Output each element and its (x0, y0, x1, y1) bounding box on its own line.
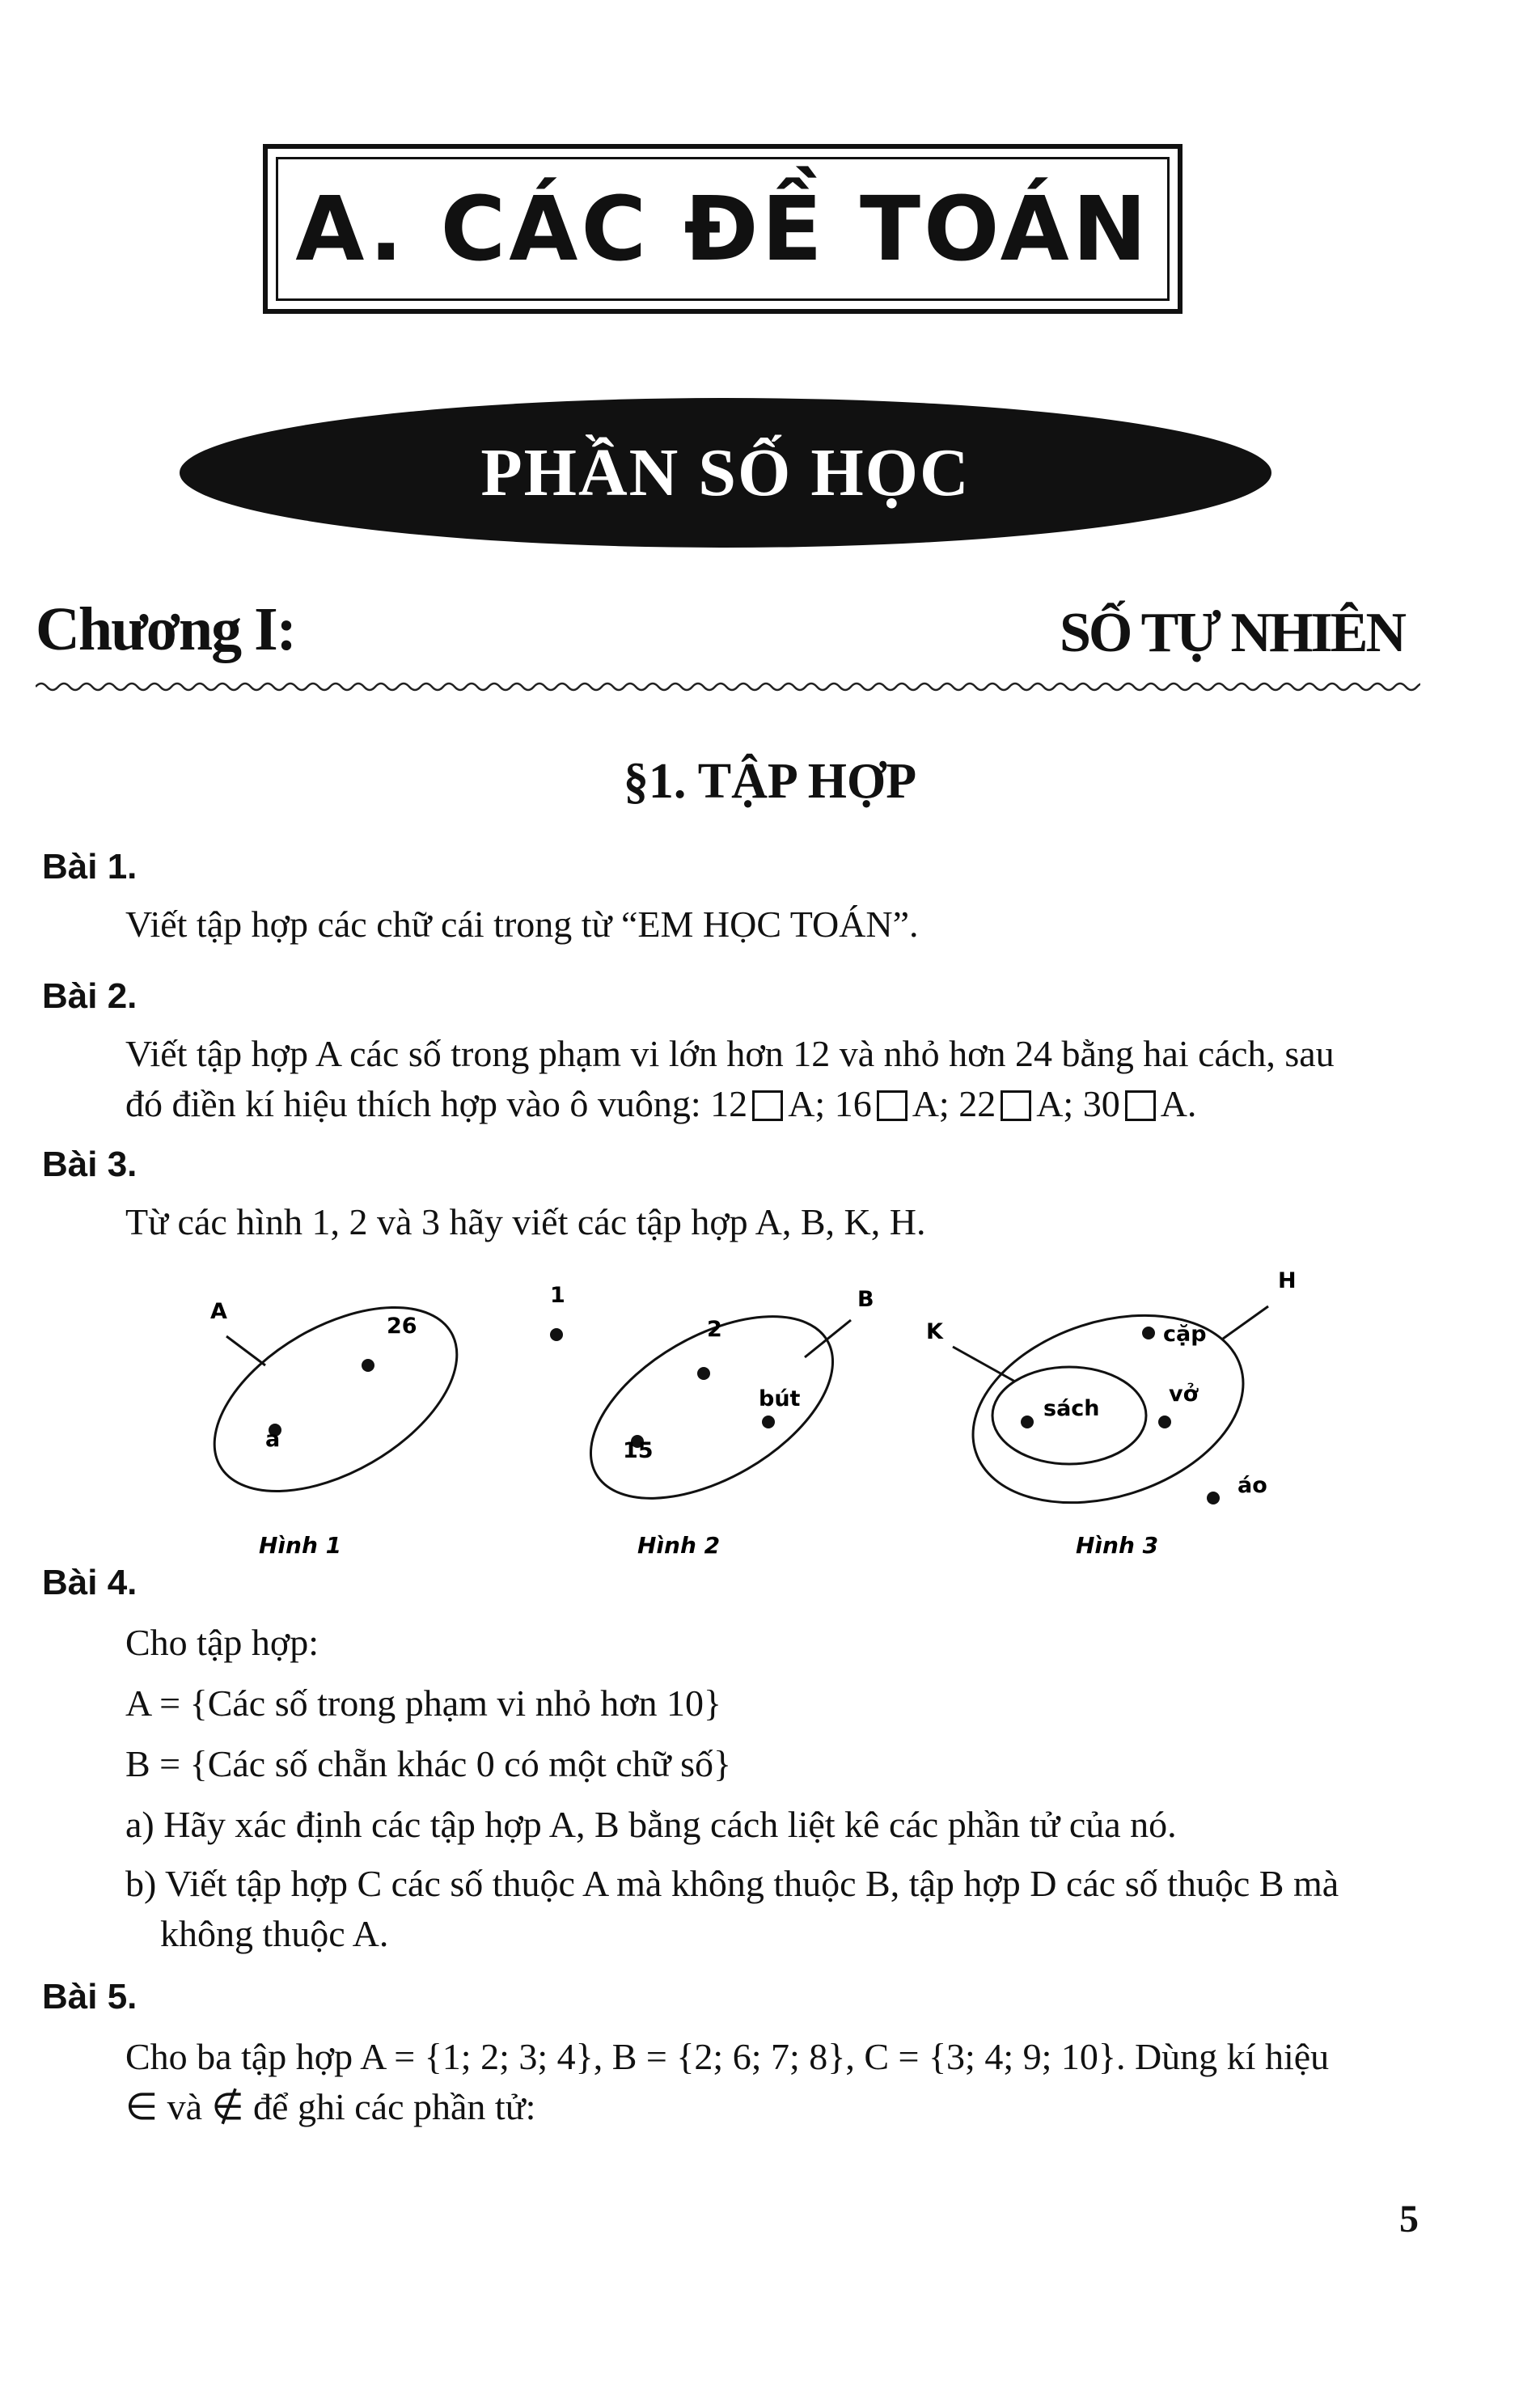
bai2-line2 (125, 1079, 1196, 1129)
element-dot (697, 1367, 710, 1380)
element-2: 2 (707, 1317, 722, 1342)
bai1-text: Viết tập hợp các chữ cái trong từ “EM HỌC TOÁN”. (125, 904, 919, 945)
figure-1 (184, 1270, 488, 1559)
set-h-pointer (1223, 1306, 1268, 1339)
answer-box (752, 1090, 783, 1121)
set-a-label: A (210, 1299, 227, 1324)
bai1-label: Bài 1. (42, 847, 138, 887)
element-but: bút (759, 1386, 801, 1411)
element-dot (1142, 1327, 1155, 1339)
part-title: PHẦN SỐ HỌC (480, 434, 971, 510)
set-b-label: B (857, 1287, 874, 1312)
bai2-label: Bài 2. (42, 976, 138, 1016)
chapter-label: Chương I: (36, 595, 295, 663)
title-box (263, 144, 1182, 314)
answer-box (1125, 1090, 1156, 1121)
chapter-title: SỐ TỰ NHIÊN (1060, 602, 1404, 664)
element-26: 26 (387, 1314, 417, 1339)
element-ao: áo (1238, 1473, 1267, 1498)
answer-box (1001, 1090, 1031, 1121)
figure-3 (926, 1270, 1297, 1559)
set-h-label: H (1278, 1270, 1297, 1293)
figure-3-caption: Hình 3 (1076, 1532, 1159, 1559)
answer-box (877, 1090, 908, 1121)
bai4-label: Bài 4. (42, 1563, 138, 1602)
title-box-inner (276, 157, 1170, 301)
set-a-pointer (226, 1336, 265, 1365)
page-title: A. CÁC ĐỀ TOÁN (295, 177, 1150, 281)
venn-figures (162, 1270, 1375, 1577)
set-a-ellipse (184, 1270, 488, 1529)
bai2-line2-prefix: đó điền kí hiệu thích hợp vào ô vuông: 12 (125, 1083, 748, 1124)
element-dot (362, 1359, 374, 1372)
element-1: 1 (550, 1283, 565, 1308)
figure-2-caption: Hình 2 (637, 1532, 721, 1559)
bai5-line1: Cho ba tập hợp A = {1; 2; 3; 4}, B = {2; 6; 7; 8}, C = {3; 4; 9; 10}. Dùng kí hiệu (125, 2036, 1330, 2077)
section-title: §1. TẬP HỢP (623, 754, 917, 809)
element-dot (1021, 1416, 1034, 1428)
element-sach: sách (1043, 1396, 1100, 1421)
figure-1-caption: Hình 1 (259, 1532, 342, 1559)
element-dot (762, 1416, 775, 1428)
element-vo: vở (1169, 1382, 1199, 1407)
element-dot (550, 1328, 563, 1341)
bai4-question-b-line1: b) Viết tập hợp C các số thuộc A mà không thuộc B, tập hợp D các số thuộc B mà (125, 1863, 1339, 1904)
bai3-text: Từ các hình 1, 2 và 3 hãy viết các tập hợp A, B, K, H. (125, 1201, 926, 1242)
bai2-a1: A; 16 (788, 1083, 872, 1124)
element-a: a (265, 1427, 281, 1452)
element-dot (1207, 1492, 1220, 1504)
bai3-label: Bài 3. (42, 1145, 138, 1184)
bai4-question-a: a) Hãy xác định các tập hợp A, B bằng cách liệt kê các phần tử của nó. (125, 1804, 1177, 1845)
bai2-line1: Viết tập hợp A các số trong phạm vi lớn hơn 12 và nhỏ hơn 24 bằng hai cách, sau (125, 1033, 1335, 1074)
wavy-divider (36, 678, 1420, 696)
part-banner (180, 398, 1271, 548)
bai5-label: Bài 5. (42, 1977, 138, 2016)
element-15: 15 (623, 1438, 654, 1463)
set-k-label: K (926, 1319, 943, 1344)
element-cap: cặp (1163, 1322, 1207, 1347)
bai5-line2: ∈ và ∉ để ghi các phần tử: (125, 2086, 536, 2127)
bai4-set-a: A = {Các số trong phạm vi nhỏ hơn 10} (125, 1682, 722, 1724)
bai2-a3: A; 30 (1036, 1083, 1120, 1124)
bai4-question-b-line2: không thuộc A. (160, 1913, 389, 1954)
set-k-pointer (953, 1347, 1015, 1382)
element-dot (1158, 1416, 1171, 1428)
bai2-a4: A. (1160, 1083, 1197, 1124)
bai4-intro: Cho tập hợp: (125, 1622, 319, 1663)
bai2-a2: A; 22 (912, 1083, 996, 1124)
page-number: 5 (1399, 2198, 1419, 2241)
bai4-set-b: B = {Các số chẵn khác 0 có một chữ số} (125, 1743, 732, 1784)
figure-2 (550, 1279, 874, 1559)
